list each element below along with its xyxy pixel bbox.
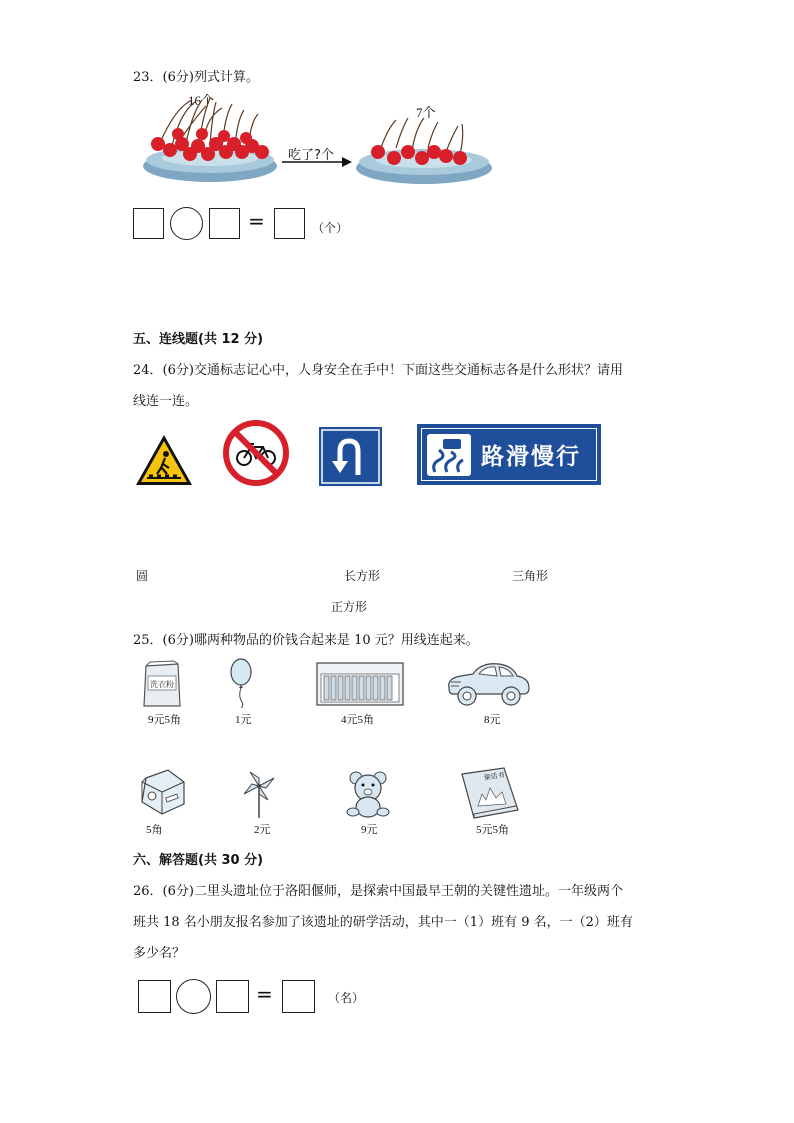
- question-24-line2: 线连一连。: [133, 394, 199, 409]
- question-26-line3: 多少名？: [133, 946, 186, 961]
- crayon-box-icon: [316, 662, 404, 706]
- right-cherries-icon: [380, 118, 463, 154]
- operator-circle[interactable]: [170, 207, 203, 240]
- shape-label-triangle: 三角形: [512, 569, 549, 583]
- shape-label-circle: 圆: [136, 569, 149, 583]
- answer-box-result[interactable]: [274, 208, 305, 239]
- left-cherry-count: 16个: [188, 93, 215, 108]
- price-crayons: 4元5角: [341, 714, 374, 726]
- pedestrian-crossing-sign-icon: [133, 432, 195, 488]
- price-storybook: 5元5角: [476, 824, 509, 836]
- question-26-line2: 班共 18 名小朋友报名参加了该遗址的研学活动，其中一（1）班有 9 名，一（2）班有: [133, 915, 633, 930]
- section-5-title: 五、连线题(共 12 分): [133, 332, 264, 347]
- price-pinwheel: 2元: [254, 824, 271, 836]
- price-teddy-bear: 9元: [361, 824, 378, 836]
- right-cherry-count: 7个: [416, 105, 436, 120]
- detergent-bag-icon: [140, 660, 184, 710]
- slippery-road-sign: [417, 424, 601, 485]
- unit-label: （名）: [328, 991, 365, 1005]
- question-23-title: 23．(6分)列式计算。: [133, 70, 259, 85]
- arrow-label: 吃了?个: [288, 148, 334, 163]
- unit-label: （个）: [312, 221, 349, 235]
- answer-box-2[interactable]: [209, 208, 240, 239]
- balloon-icon: [228, 658, 254, 708]
- arrow-icon: [282, 157, 352, 167]
- price-sharpener: 5角: [146, 824, 163, 836]
- question-24-line1: 24．(6分)交通标志记心中，人身安全在手中！下面这些交通标志各是什么形状？请用: [133, 363, 623, 378]
- answer-box-2[interactable]: [216, 980, 249, 1013]
- toy-car-icon: [443, 658, 533, 708]
- detergent-label-text: 洗衣粉: [150, 680, 174, 689]
- question-25-title: 25．(6分)哪两种物品的价钱合起来是 10 元？用线连起来。: [133, 633, 479, 648]
- answer-box-1[interactable]: [133, 208, 164, 239]
- answer-box-result[interactable]: [282, 980, 315, 1013]
- pinwheel-icon: [242, 770, 276, 818]
- question-26-line1: 26．(6分)二里头遗址位于洛阳偃师，是探索中国最早王朝的关键性遗址。一年级两个: [133, 884, 623, 899]
- no-bicycles-sign-icon: [223, 420, 289, 486]
- price-detergent: 9元5角: [148, 714, 181, 726]
- cherry-illustration: [140, 88, 500, 198]
- teddy-bear-icon: [344, 770, 394, 818]
- section-6-title: 六、解答题(共 30 分): [133, 853, 264, 868]
- u-turn-sign-icon: [319, 427, 382, 486]
- answer-box-1[interactable]: [138, 980, 171, 1013]
- operator-circle[interactable]: [176, 979, 211, 1014]
- pencil-sharpener-icon: [138, 768, 186, 818]
- shape-label-rectangle: 长方形: [344, 569, 381, 583]
- price-balloon: 1元: [235, 714, 252, 726]
- equals-sign: =: [248, 209, 265, 233]
- slippery-road-icon: [427, 434, 471, 476]
- price-toy-car: 8元: [484, 714, 501, 726]
- shape-label-square: 正方形: [331, 600, 368, 614]
- equals-sign: =: [256, 982, 273, 1006]
- sign-text: 路滑慢行: [481, 444, 581, 470]
- storybook-icon: [458, 766, 520, 820]
- storybook-label-text: 童话书: [483, 771, 506, 782]
